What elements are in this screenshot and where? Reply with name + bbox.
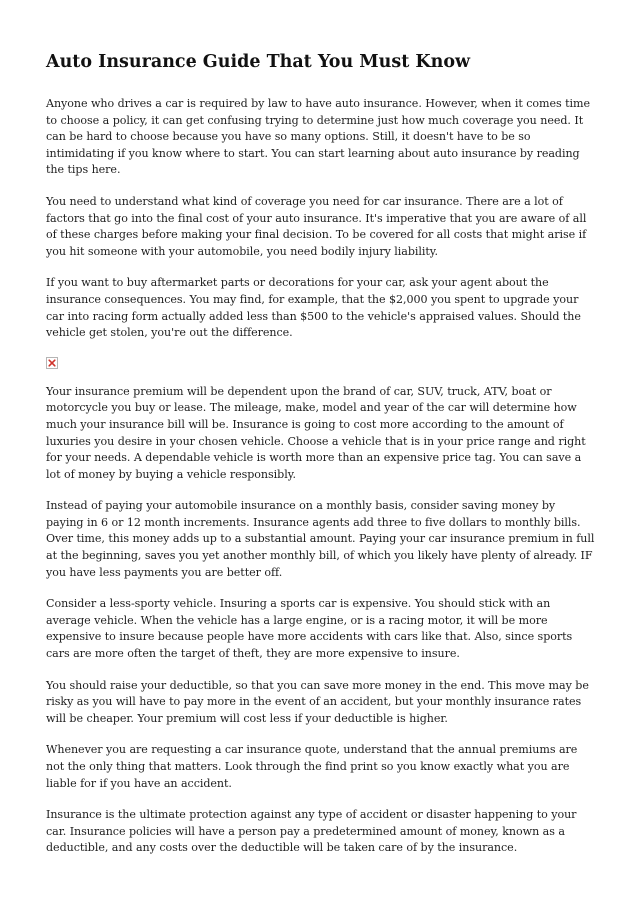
paragraph-deductible: You should raise your deductible, so that you can save more money in the end. This move may be risky as you will have to pay more in the event of an accident, but your monthly insurance rates will be cheaper. Your premium will cost less if your deductible is higher.: [46, 678, 589, 725]
broken-image-x-icon: [48, 359, 56, 367]
paragraph-payment-increments: Instead of paying your automobile insurance on a monthly basis, consider saving money by paying in 6 or 12 month increments. Insurance agents add three to five dollars to monthly bills. Over time, this money adds up to a substantial amount. Paying your car insurance premium in full at the beginning, saves you yet another monthly bill, of which you likely have plenty of already. IF you have less payments you are better off.: [46, 499, 595, 579]
paragraph-protection: Insurance is the ultimate protection against any type of accident or disaster happening to your car. Insurance policies will have a person pay a predetermined amount of money, known as a deductible, and any costs over the deductible will be taken care of by the insurance.: [46, 808, 577, 855]
broken-image-icon: [46, 357, 58, 369]
paragraph-premium-brand: Your insurance premium will be dependent upon the brand of car, SUV, truck, ATV, boat or motorcycle you buy or lease. The mileage, make, model and year of the car will determine how much your insurance bill will be. Insurance is going to cost more according to the amount of luxuries you desire in your chosen vehicle. Choose a vehicle that is in your price range and right for your needs. A dependable vehicle is worth more than an expensive price tag. You can save a lot of money by buying a vehicle responsibly.: [46, 384, 586, 481]
paragraph-coverage: You need to understand what kind of coverage you need for car insurance. There are a lot of factors that go into the final cost of your auto insurance. It's imperative that you are aware of all of these charges before making your final decision. To be covered for all costs that might arise if you hit someone with your automobile, you need bodily injury liability.: [46, 194, 587, 258]
paragraph-quote: Whenever you are requesting a car insurance quote, understand that the annual premiums are not the only thing that matters. Look through the find print so you know exactly what you are liable for if you have an accident.: [46, 743, 578, 790]
document-page: [46, 50, 596, 872]
paragraph-aftermarket: If you want to buy aftermarket parts or decorations for your car, ask your agent about the insurance consequences. You may find, for example, that the $2,000 you spent to upgrade your car into racing form actually added less than $500 to the vehicle's appraised values. Should the vehicle get stolen, you're out the difference.: [46, 276, 581, 340]
paragraph-less-sporty: Consider a less-sporty vehicle. Insuring a sports car is expensive. You should stick with an average vehicle. When the vehicle has a large engine, or is a racing motor, it will be more expensive to insure because people have more accidents with cars like that. Also, since sports cars are more often the target of theft, they are more expensive to insure.: [46, 597, 573, 661]
paragraph-intro: Anyone who drives a car is required by law to have auto insurance. However, when it comes time to choose a policy, it can get confusing trying to determine just how much coverage you need. It can be hard to choose because you have so many options. Still, it doesn't have to be so intimidating if you know where to start. You can start learning about auto insurance by reading the tips here.: [46, 97, 591, 177]
page-title: Auto Insurance Guide That You Must Know: [46, 52, 471, 72]
